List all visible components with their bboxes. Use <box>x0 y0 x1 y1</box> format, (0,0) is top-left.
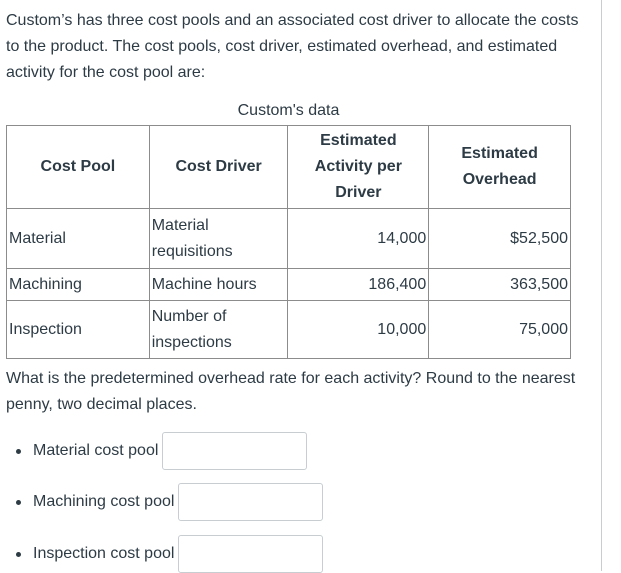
table-row <box>7 269 571 301</box>
machining-rate-input[interactable] <box>178 483 323 521</box>
inspection-rate-input[interactable] <box>178 535 323 573</box>
cost-pool-table <box>6 125 571 359</box>
cell-pool: Inspection <box>7 301 150 359</box>
cell-overhead: 363,500 <box>429 269 571 301</box>
bullet-icon <box>16 500 21 505</box>
bullet-icon <box>16 449 21 454</box>
cell-driver: Number of inspections <box>149 301 288 359</box>
material-rate-input[interactable] <box>162 432 307 470</box>
table-row <box>7 301 571 359</box>
cell-activity: 10,000 <box>288 301 429 359</box>
content-right-border <box>601 0 602 571</box>
answer-item-machining <box>16 483 323 521</box>
cell-driver: Machine hours <box>149 269 288 301</box>
cell-driver: Material requisitions <box>149 209 288 269</box>
answer-item-material <box>16 432 307 470</box>
answer-label: Inspection cost pool <box>33 545 175 562</box>
cell-overhead: $52,500 <box>429 209 571 269</box>
cell-overhead: 75,000 <box>429 301 571 359</box>
question-text: What is the predetermined overhead rate for each activity? Round to the nearest penny, two decimal places. <box>6 370 576 413</box>
table-row <box>7 209 571 269</box>
header-cost-driver: Cost Driver <box>149 126 288 209</box>
header-estimated-activity: Estimated Activity per Driver <box>288 126 429 209</box>
table-header-row <box>7 126 571 209</box>
cell-activity: 14,000 <box>288 209 429 269</box>
cell-pool: Machining <box>7 269 150 301</box>
answer-label: Machining cost pool <box>33 493 175 510</box>
bullet-icon <box>16 552 21 557</box>
cell-activity: 186,400 <box>288 269 429 301</box>
intro-text: Custom’s has three cost pools and an associated cost driver to allocate the costs to the product. The cost pools, cost driver, estimated overhead, and estimated activity for the cost pool are: <box>6 12 579 81</box>
header-cost-pool: Cost Pool <box>7 126 150 209</box>
answer-label: Material cost pool <box>33 442 159 459</box>
cell-pool: Material <box>7 209 150 269</box>
table-caption: Custom's data <box>237 102 340 119</box>
answer-item-inspection <box>16 535 323 573</box>
header-estimated-overhead: Estimated Overhead <box>429 126 571 209</box>
